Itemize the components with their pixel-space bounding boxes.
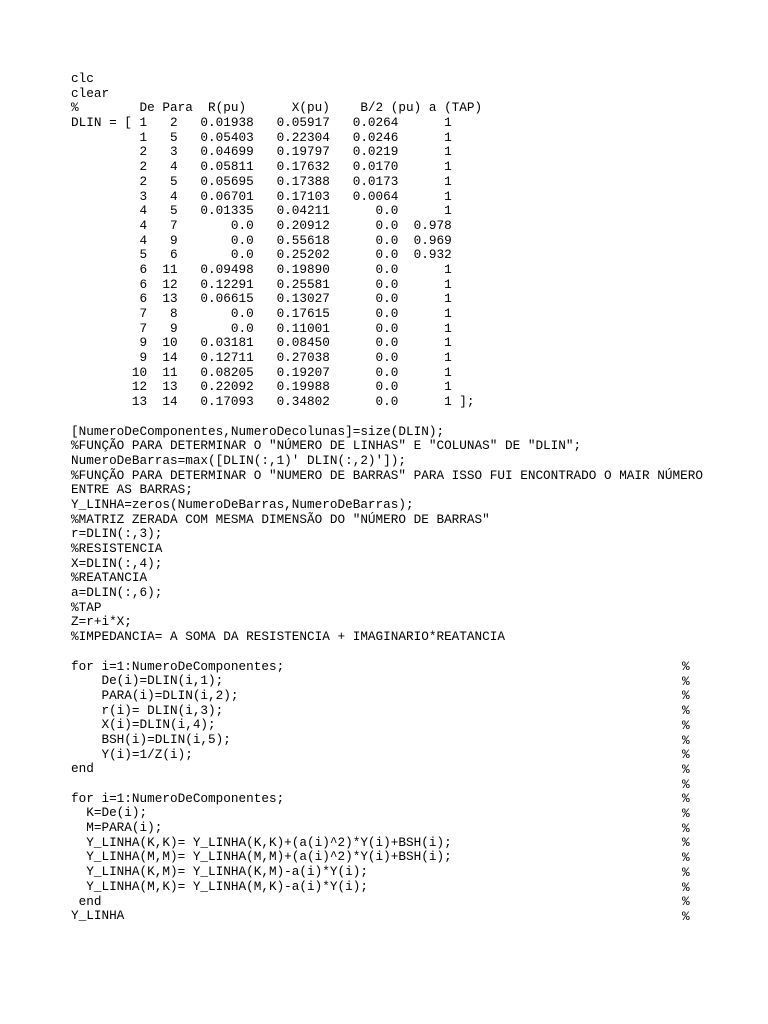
code-line: r=DLIN(:,3); (71, 526, 163, 542)
code-line: M=PARA(i); (71, 820, 163, 836)
table-row: 7 9 0.0 0.11001 0.0 1 (71, 320, 452, 336)
table-row: 6 13 0.06615 0.13027 0.0 1 (71, 291, 452, 307)
code-line: NumeroDeBarras=max([DLIN(:,1)' DLIN(:,2)']); (71, 452, 407, 468)
percent-marker: % (682, 673, 690, 689)
code-line: for i=1:NumeroDeComponentes; (71, 658, 285, 674)
percent-marker: % (682, 864, 690, 880)
table-row: 13 14 0.17093 0.34802 0.0 1 ]; (71, 394, 475, 410)
percent-marker: % (682, 894, 690, 910)
table-row: 1 5 0.05403 0.22304 0.0246 1 (71, 129, 452, 145)
code-line: r(i)= DLIN(i,3); (71, 702, 224, 718)
table-row: 4 5 0.01335 0.04211 0.0 1 (71, 203, 452, 219)
percent-marker: % (682, 776, 690, 792)
percent-marker: % (682, 703, 690, 719)
blank-line (71, 410, 701, 425)
code-line: end (71, 761, 94, 777)
code-listing (71, 72, 701, 924)
code-line: Y(i)=1/Z(i); (71, 746, 193, 762)
table-row: 2 5 0.05695 0.17388 0.0173 1 (71, 173, 452, 189)
table-header-comment: % De Para R(pu) X(pu) B/2 (pu) a (TAP) (71, 100, 483, 116)
table-row: 2 3 0.04699 0.19797 0.0219 1 (71, 144, 452, 160)
percent-marker: % (682, 806, 690, 821)
table-row: 4 9 0.0 0.55618 0.0 0.969 (71, 232, 452, 248)
code-line: Y_LINHA(K,K)= Y_LINHA(K,K)+(a(i)^2)*Y(i)+BSH(i); (71, 834, 452, 850)
comment-line: %IMPEDANCIA= A SOMA DA RESISTENCIA + IMAGINARIO*REATANCIA (71, 629, 505, 645)
table-row: 12 13 0.22092 0.19988 0.0 1 (71, 379, 452, 395)
percent-marker: % (682, 688, 690, 704)
code-line: De(i)=DLIN(i,1); (71, 673, 224, 689)
code-line: for i=1:NumeroDeComponentes; (71, 790, 285, 806)
code-line: X=DLIN(:,4); (71, 555, 163, 571)
code-line: Y_LINHA(K,M)= Y_LINHA(K,M)-a(i)*Y(i); (71, 864, 368, 880)
percent-marker: % (682, 835, 690, 851)
percent-marker: % (682, 659, 690, 674)
percent-marker: % (682, 761, 690, 777)
table-row: 9 14 0.12711 0.27038 0.0 1 (71, 350, 452, 366)
percent-marker: % (682, 850, 690, 866)
comment-line: %MATRIZ ZERADA COM MESMA DIMENSÃO DO "NÚMERO DE BARRAS" (71, 511, 490, 527)
percent-marker: % (682, 747, 690, 763)
table-row: 2 4 0.05811 0.17632 0.0170 1 (71, 159, 452, 175)
table-row: 3 4 0.06701 0.17103 0.0064 1 (71, 188, 452, 204)
percent-marker: % (682, 879, 690, 895)
code-line: clc (71, 71, 94, 86)
code-line: clear (71, 85, 110, 101)
code-line: X(i)=DLIN(i,4); (71, 717, 216, 733)
comment-line: %REATANCIA (71, 570, 148, 586)
blank-line (71, 777, 701, 792)
table-row: 6 12 0.12291 0.25581 0.0 1 (71, 276, 452, 292)
code-line: Y_LINHA (71, 908, 125, 924)
table-row: 10 11 0.08205 0.19207 0.0 1 (71, 364, 452, 380)
table-row: 4 7 0.0 0.20912 0.0 0.978 (71, 217, 452, 233)
comment-line: %FUNÇÃO PARA DETERMINAR O "NÚMERO DE LINHAS" E "COLUNAS" DE "DLIN"; (71, 438, 582, 454)
percent-marker: % (682, 908, 690, 924)
percent-marker: % (682, 791, 690, 807)
code-line: BSH(i)=DLIN(i,5); (71, 731, 231, 747)
percent-marker: % (682, 820, 690, 836)
code-line: end (71, 893, 102, 909)
code-line: Y_LINHA=zeros(NumeroDeBarras,NumeroDeBarras); (71, 496, 414, 512)
code-line: ENTRE AS BARRAS; (71, 482, 193, 498)
comment-line: %RESISTENCIA (71, 541, 163, 556)
table-row: 7 8 0.0 0.17615 0.0 1 (71, 306, 452, 321)
percent-marker: % (682, 732, 690, 748)
code-line: [NumeroDeComponentes,NumeroDecolunas]=size(DLIN); (71, 423, 445, 439)
table-row: 9 10 0.03181 0.08450 0.0 1 (71, 335, 452, 351)
table-row: 6 11 0.09498 0.19890 0.0 1 (71, 261, 452, 277)
code-line: Y_LINHA(M,M)= Y_LINHA(M,M)+(a(i)^2)*Y(i)+BSH(i); (71, 849, 452, 865)
comment-line: %FUNÇÃO PARA DETERMINAR O "NUMERO DE BARRAS" PARA ISSO FUI ENCONTRADO O MAIR NÚMERO (71, 467, 703, 483)
percent-marker: % (682, 717, 690, 733)
table-row: 5 6 0.0 0.25202 0.0 0.932 (71, 247, 452, 263)
code-line: Y_LINHA(M,K)= Y_LINHA(M,K)-a(i)*Y(i); (71, 878, 368, 894)
code-line: Z=r+i*X; (71, 614, 132, 630)
blank-line (71, 645, 701, 660)
code-line: a=DLIN(:,6); (71, 585, 163, 601)
code-line: PARA(i)=DLIN(i,2); (71, 687, 239, 703)
comment-line: %TAP (71, 599, 102, 615)
code-line: K=De(i); (71, 805, 148, 821)
table-row: DLIN = [ 1 2 0.01938 0.05917 0.0264 1 (71, 115, 452, 131)
